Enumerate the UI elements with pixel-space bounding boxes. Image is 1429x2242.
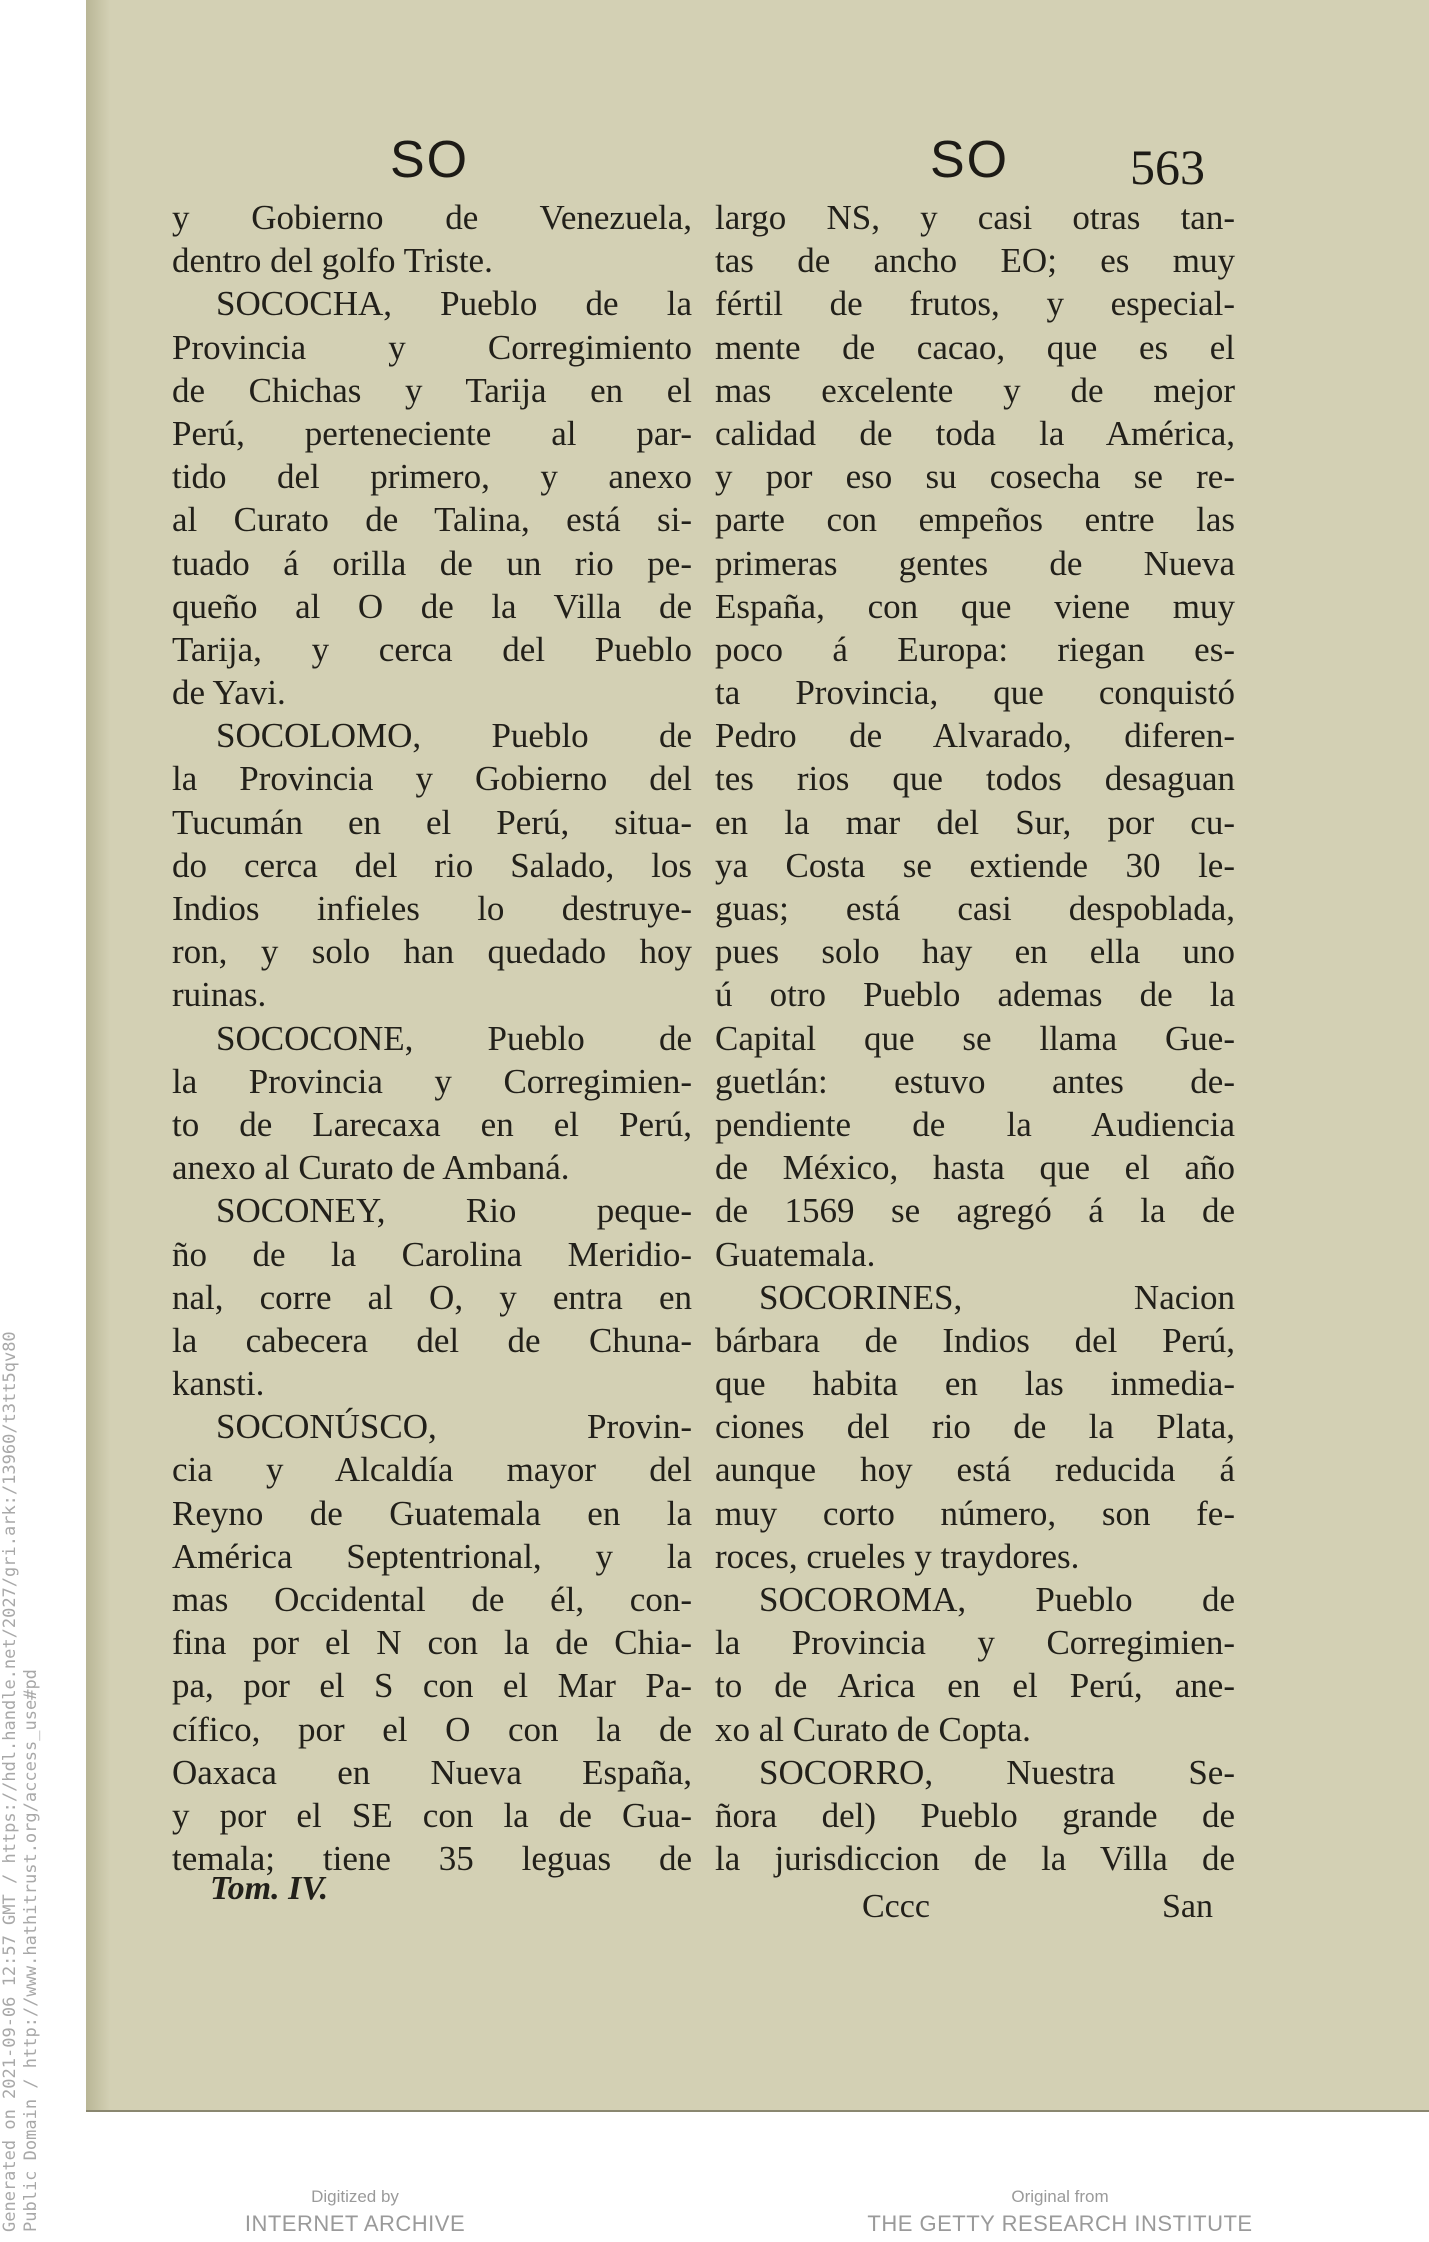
text-line: ciones del rio de la Plata, [715,1407,1235,1447]
text-line: mas excelente y de mejor [715,370,1235,410]
text-line: cífico, por el O con la de [172,1709,692,1749]
text-line: Provincia y Corregimiento [172,327,692,367]
text-line: de Chichas y Tarija en el [172,370,692,410]
text-line: de 1569 se agregó á la de [715,1191,1235,1231]
text-line: mas Occidental de él, con- [172,1580,692,1619]
text-line: temala; tiene 35 leguas de [172,1839,692,1879]
volume-mark: Tom. IV. [210,1870,329,1907]
text-line: ño de la Carolina Meridio- [172,1234,692,1274]
text-line: que habita en las inmedia- [715,1364,1235,1404]
text-line: Tucumán en el Perú, situa- [172,802,692,842]
right-text-column [715,196,1235,1880]
text-line: tuado á orilla de un rio pe- [172,543,692,583]
text-line: ruinas. [172,975,267,1015]
text-line: la Provincia y Corregimien- [715,1623,1235,1663]
digitized-by-credit [230,2187,480,2237]
signature-mark: Cccc [862,1888,930,1925]
text-line: y por eso su cosecha se re- [715,457,1235,497]
text-line: y por el SE con la de Gua- [172,1795,692,1835]
text-line: xo al Curato de Copta. [715,1709,1031,1749]
text-line: fértil de frutos, y especial- [715,284,1235,324]
text-line: calidad de toda la América, [715,413,1235,453]
text-line: Indios infieles lo destruye- [172,889,692,928]
text-line: poco á Europa: riegan es- [715,629,1235,669]
text-line: tido del primero, y anexo [172,457,692,497]
text-line: en la mar del Sur, por cu- [715,802,1235,842]
text-line: ú otro Pueblo ademas de la [715,975,1235,1015]
text-line: SOCORRO, Nuestra Se- [759,1752,1235,1792]
watermark-line-2: Public Domain / http://www.hathitrust.org/access_use#pd [21,1669,41,2232]
internet-archive-label: INTERNET ARCHIVE [244,2211,466,2236]
text-line: kansti. [172,1364,265,1404]
text-line: aunque hoy está reducida á [715,1450,1235,1490]
text-line: de Yavi. [172,673,286,713]
catchword: San [1162,1888,1213,1925]
text-line: muy corto número, son fe- [715,1493,1235,1533]
text-line: cia y Alcaldía mayor del [172,1450,692,1490]
text-line: SOCOLOMO, Pueblo de [216,716,692,756]
text-line: nal, corre al O, y entra en [172,1277,692,1317]
text-line: roces, crueles y traydores. [715,1536,1080,1576]
text-line: to de Larecaxa en el Perú, [172,1104,692,1144]
text-line: pa, por el S con el Mar Pa- [172,1666,692,1706]
text-line: la jurisdiccion de la Villa de [715,1839,1235,1879]
text-line: mente de cacao, que es el [715,327,1235,367]
left-text-column [172,196,692,1880]
text-line: ya Costa se extiende 30 le- [715,845,1235,885]
text-line: España, con que viene muy [715,586,1235,626]
text-line: parte con empeños entre las [715,500,1235,540]
text-line: Oaxaca en Nueva España, [172,1752,692,1792]
text-line: guas; está casi despoblada, [715,889,1235,928]
text-line: la Provincia y Gobierno del [172,759,692,799]
getty-research-institute-label: THE GETTY RESEARCH INSTITUTE [867,2211,1253,2236]
text-line: anexo al Curato de Ambaná. [172,1148,570,1188]
text-line: SOCONEY, Rio peque- [216,1191,692,1231]
text-line: América Septentrional, y la [172,1536,692,1576]
text-line: SOCOCHA, Pueblo de la [216,284,692,324]
text-line: ta Provincia, que conquistó [715,673,1235,713]
text-line: de México, hasta que el año [715,1148,1235,1188]
text-line: ñora del) Pueblo grande de [715,1795,1235,1835]
text-line: SOCOROMA, Pueblo de [759,1580,1235,1619]
text-line: Reyno de Guatemala en la [172,1493,692,1533]
running-header-right: SO [930,131,1010,189]
page-number: 563 [1130,139,1205,195]
text-line: bárbara de Indios del Perú, [715,1320,1235,1360]
text-line: la Provincia y Corregimien- [172,1061,692,1101]
text-line: pues solo hay en ella uno [715,932,1235,972]
page-gutter-shadow [86,0,110,2112]
text-line: al Curato de Talina, está si- [172,500,692,540]
text-line: y Gobierno de Venezuela, [172,198,692,237]
text-line: guetlán: estuvo antes de- [715,1061,1235,1101]
text-line: Capital que se llama Gue- [715,1018,1235,1058]
hathitrust-watermark [0,1331,42,2232]
original-from-credit [860,2187,1260,2237]
running-header-left: SO [390,131,470,189]
text-line: do cerca del rio Salado, los [172,845,692,885]
text-line: SOCOCONE, Pueblo de [216,1018,692,1058]
text-line: Guatemala. [715,1234,876,1274]
page-bottom-edge [86,2110,1429,2112]
original-from-label: Original from [1011,2187,1109,2206]
text-line: SOCONÚSCO, Provin- [216,1407,692,1447]
text-line: pendiente de la Audiencia [715,1104,1235,1144]
text-line: Pedro de Alvarado, diferen- [715,716,1235,756]
text-line: Tarija, y cerca del Pueblo [172,629,692,669]
text-line: Perú, perteneciente al par- [172,413,692,453]
text-line: tas de ancho EO; es muy [715,241,1235,281]
text-line: largo NS, y casi otras tan- [715,198,1235,237]
text-line: dentro del golfo Triste. [172,241,493,281]
text-line: SOCORINES, Nacion [759,1277,1235,1317]
text-line: fina por el N con la de Chia- [172,1623,692,1663]
text-line: to de Arica en el Perú, ane- [715,1666,1235,1706]
text-line: queño al O de la Villa de [172,586,692,626]
text-line: la cabecera del de Chuna- [172,1320,692,1360]
digitized-by-label: Digitized by [311,2187,399,2206]
text-line: primeras gentes de Nueva [715,543,1235,583]
watermark-line-1: Generated on 2021-09-06 12:57 GMT / https://hdl.handle.net/2027/gri.ark:/13960/t3tt5qv80 [0,1331,20,2232]
text-line: ron, y solo han quedado hoy [172,932,692,972]
text-line: tes rios que todos desaguan [715,759,1235,799]
